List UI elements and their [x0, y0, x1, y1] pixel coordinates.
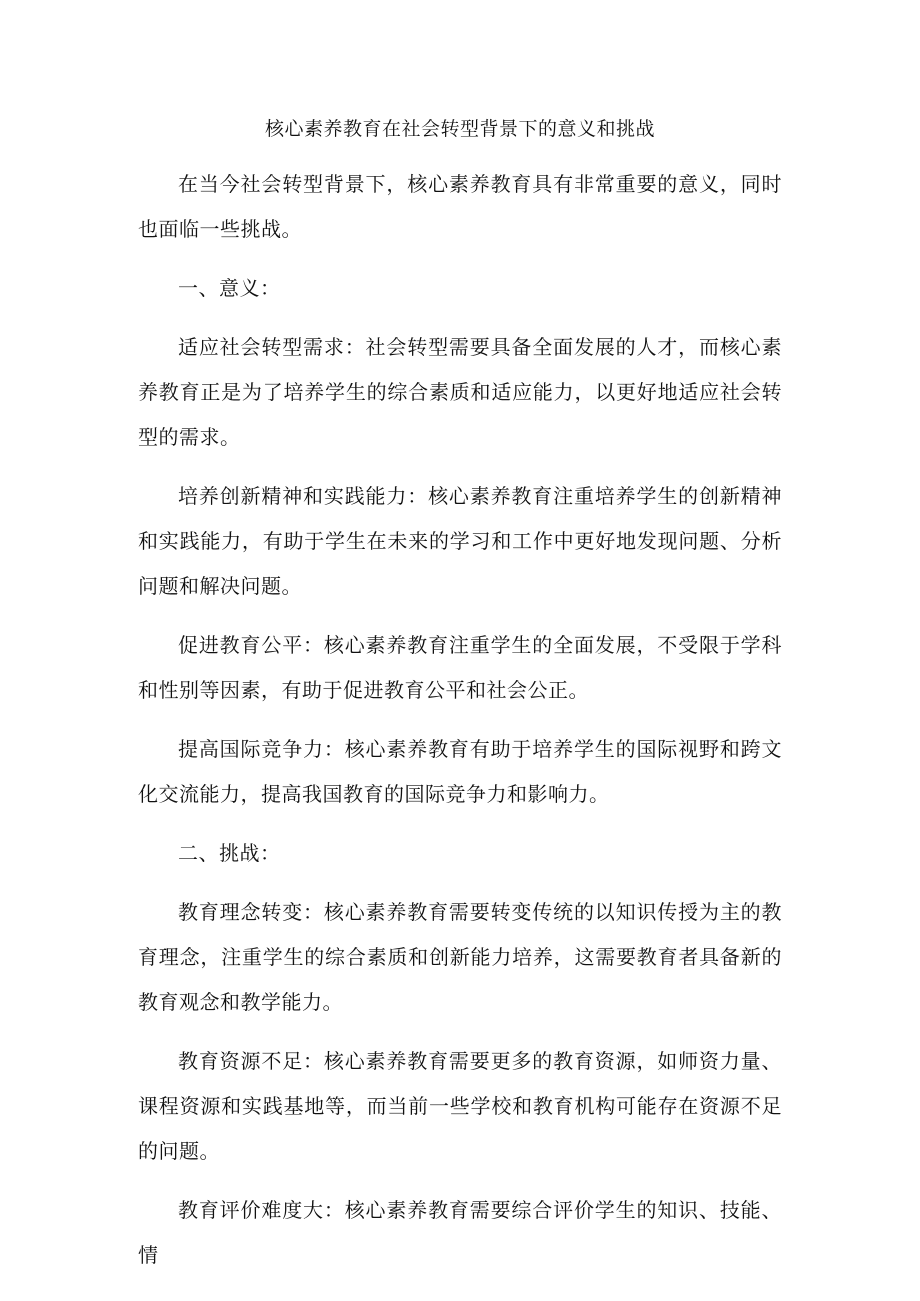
paragraph-education-concept: 教育理念转变：核心素养教育需要转变传统的以知识传授为主的教育理念，注重学生的综合素质和创新能力培养，这需要教育者具备新的教育观念和教学能力。: [138, 900, 782, 1014]
document-page: [138, 112, 782, 1278]
paragraph-education-equity: 促进教育公平：核心素养教育注重学生的全面发展，不受限于学科和性别等因素，有助于促进教育公平和社会公正。: [138, 633, 782, 702]
intro-paragraph: 在当今社会转型背景下，核心素养教育具有非常重要的意义，同时也面临一些挑战。: [138, 172, 782, 241]
section-heading-challenges: 二、挑战：: [178, 841, 281, 865]
paragraph-social-transformation: 适应社会转型需求：社会转型需要具备全面发展的人才，而核心素养教育正是为了培养学生的综合素质和适应能力，以更好地适应社会转型的需求。: [138, 335, 782, 449]
section-heading-significance: 一、意义：: [178, 276, 281, 300]
paragraph-education-evaluation: 教育评价难度大：核心素养教育需要综合评价学生的知识、技能、情: [138, 1198, 782, 1267]
paragraph-international-competitiveness: 提高国际竞争力：核心素养教育有助于培养学生的国际视野和跨文化交流能力，提高我国教育的国际竞争力和影响力。: [138, 737, 782, 806]
paragraph-innovation-practice: 培养创新精神和实践能力：核心素养教育注重培养学生的创新精神和实践能力，有助于学生在未来的学习和工作中更好地发现问题、分析问题和解决问题。: [138, 484, 782, 598]
document-title: 核心素养教育在社会转型背景下的意义和挑战: [264, 118, 655, 140]
paragraph-education-resources: 教育资源不足：核心素养教育需要更多的教育资源，如师资力量、课程资源和实践基地等，而当前一些学校和教育机构可能存在资源不足的问题。: [138, 1049, 782, 1163]
